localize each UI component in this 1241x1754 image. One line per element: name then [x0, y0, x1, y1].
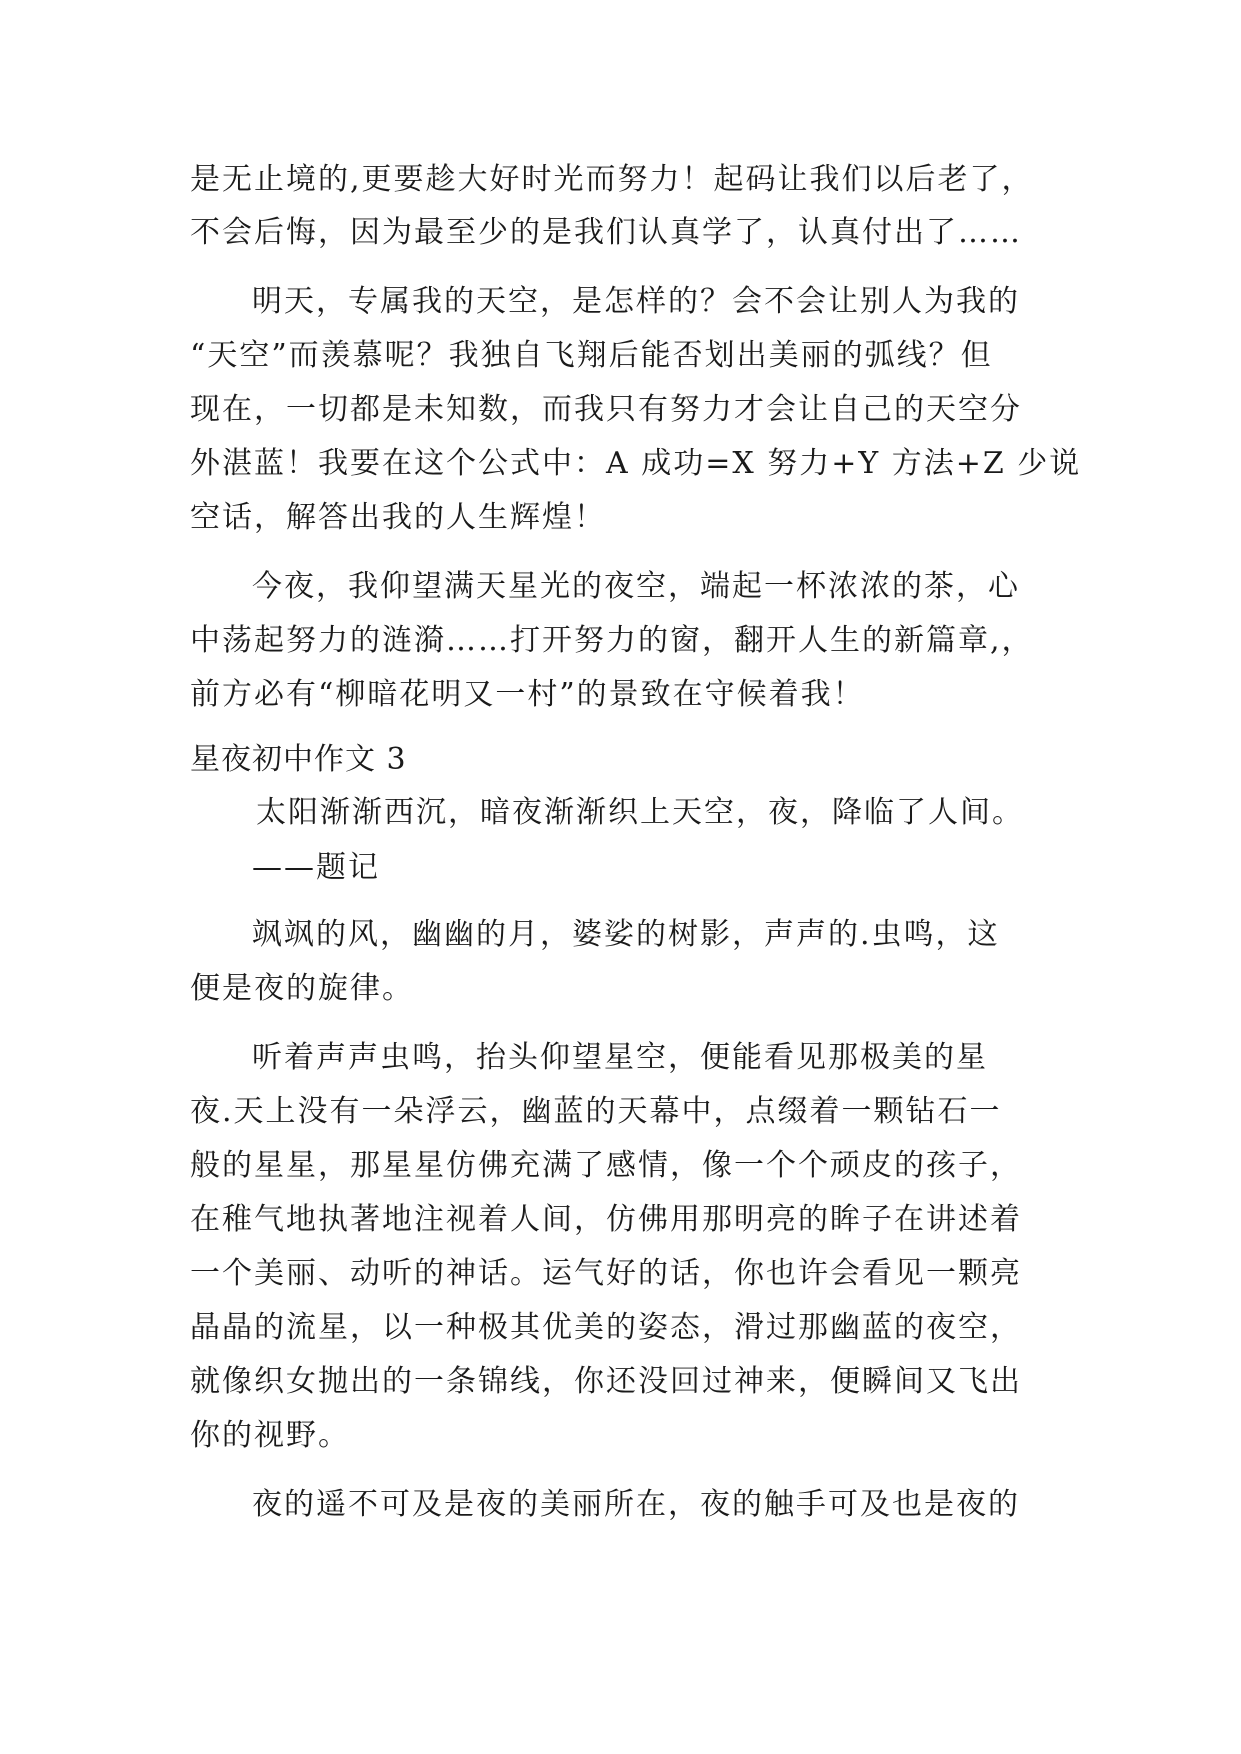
text-line: 夜.天上没有一朵浮云，幽蓝的天幕中，点缀着一颗钻石一: [190, 1094, 1002, 1129]
text-line: 空话，解答出我的人生辉煌！: [190, 500, 606, 535]
text-line: 晶晶的流星，以一种极其优美的姿态，滑过那幽蓝的夜空，: [190, 1310, 1022, 1345]
text-line: 外湛蓝！我要在这个公式中：A 成功=X 努力+Y 方法+Z 少说: [190, 446, 1082, 481]
text-line: 是无止境的,更要趁大好时光而努力！起码让我们以后老了，: [190, 162, 1034, 197]
text-line: 前方必有“柳暗花明又一村”的景致在守候着我！: [190, 677, 865, 712]
paragraph-start-line: 飒飒的风，幽幽的月，婆娑的树影，声声的.虫鸣，这: [252, 917, 1000, 952]
text-line: 就像织女抛出的一条锦线，你还没回过神来，便瞬间又飞出: [190, 1364, 1022, 1399]
text-line: 现在，一切都是未知数，而我只有努力才会让自己的天空分: [190, 392, 1022, 427]
text-line: “天空”而羡慕呢？我独自飞翔后能否划出美丽的弧线？但: [190, 338, 993, 373]
section-heading: 星夜初中作文 3: [190, 742, 407, 777]
text-line: 般的星星，那星星仿佛充满了感情，像一个个顽皮的孩子，: [190, 1148, 1022, 1183]
paragraph-start-line: 夜的遥不可及是夜的美丽所在，夜的触手可及也是夜的: [252, 1487, 1020, 1522]
text-line: 一个美丽、动听的神话。运气好的话，你也许会看见一颗亮: [190, 1256, 1022, 1291]
paragraph-start-line: 明天，专属我的天空，是怎样的？会不会让别人为我的: [252, 284, 1020, 319]
epigraph-attribution: ——题记: [252, 850, 380, 885]
text-line: 中荡起努力的涟漪……打开努力的窗，翻开人生的新篇章,，: [190, 623, 1034, 658]
text-line: 你的视野。: [190, 1418, 350, 1453]
paragraph-start-line: 今夜，我仰望满天星光的夜空，端起一杯浓浓的茶，心: [252, 569, 1020, 604]
text-line: 不会后悔，因为最至少的是我们认真学了，认真付出了……: [190, 215, 1022, 250]
epigraph-line: 太阳渐渐西沉，暗夜渐渐织上天空，夜，降临了人间。: [256, 795, 1024, 830]
text-line: 在稚气地执著地注视着人间，仿佛用那明亮的眸子在讲述着: [190, 1202, 1022, 1237]
paragraph-start-line: 听着声声虫鸣，抬头仰望星空，便能看见那极美的星: [252, 1040, 988, 1075]
text-line: 便是夜的旋律。: [190, 971, 414, 1006]
